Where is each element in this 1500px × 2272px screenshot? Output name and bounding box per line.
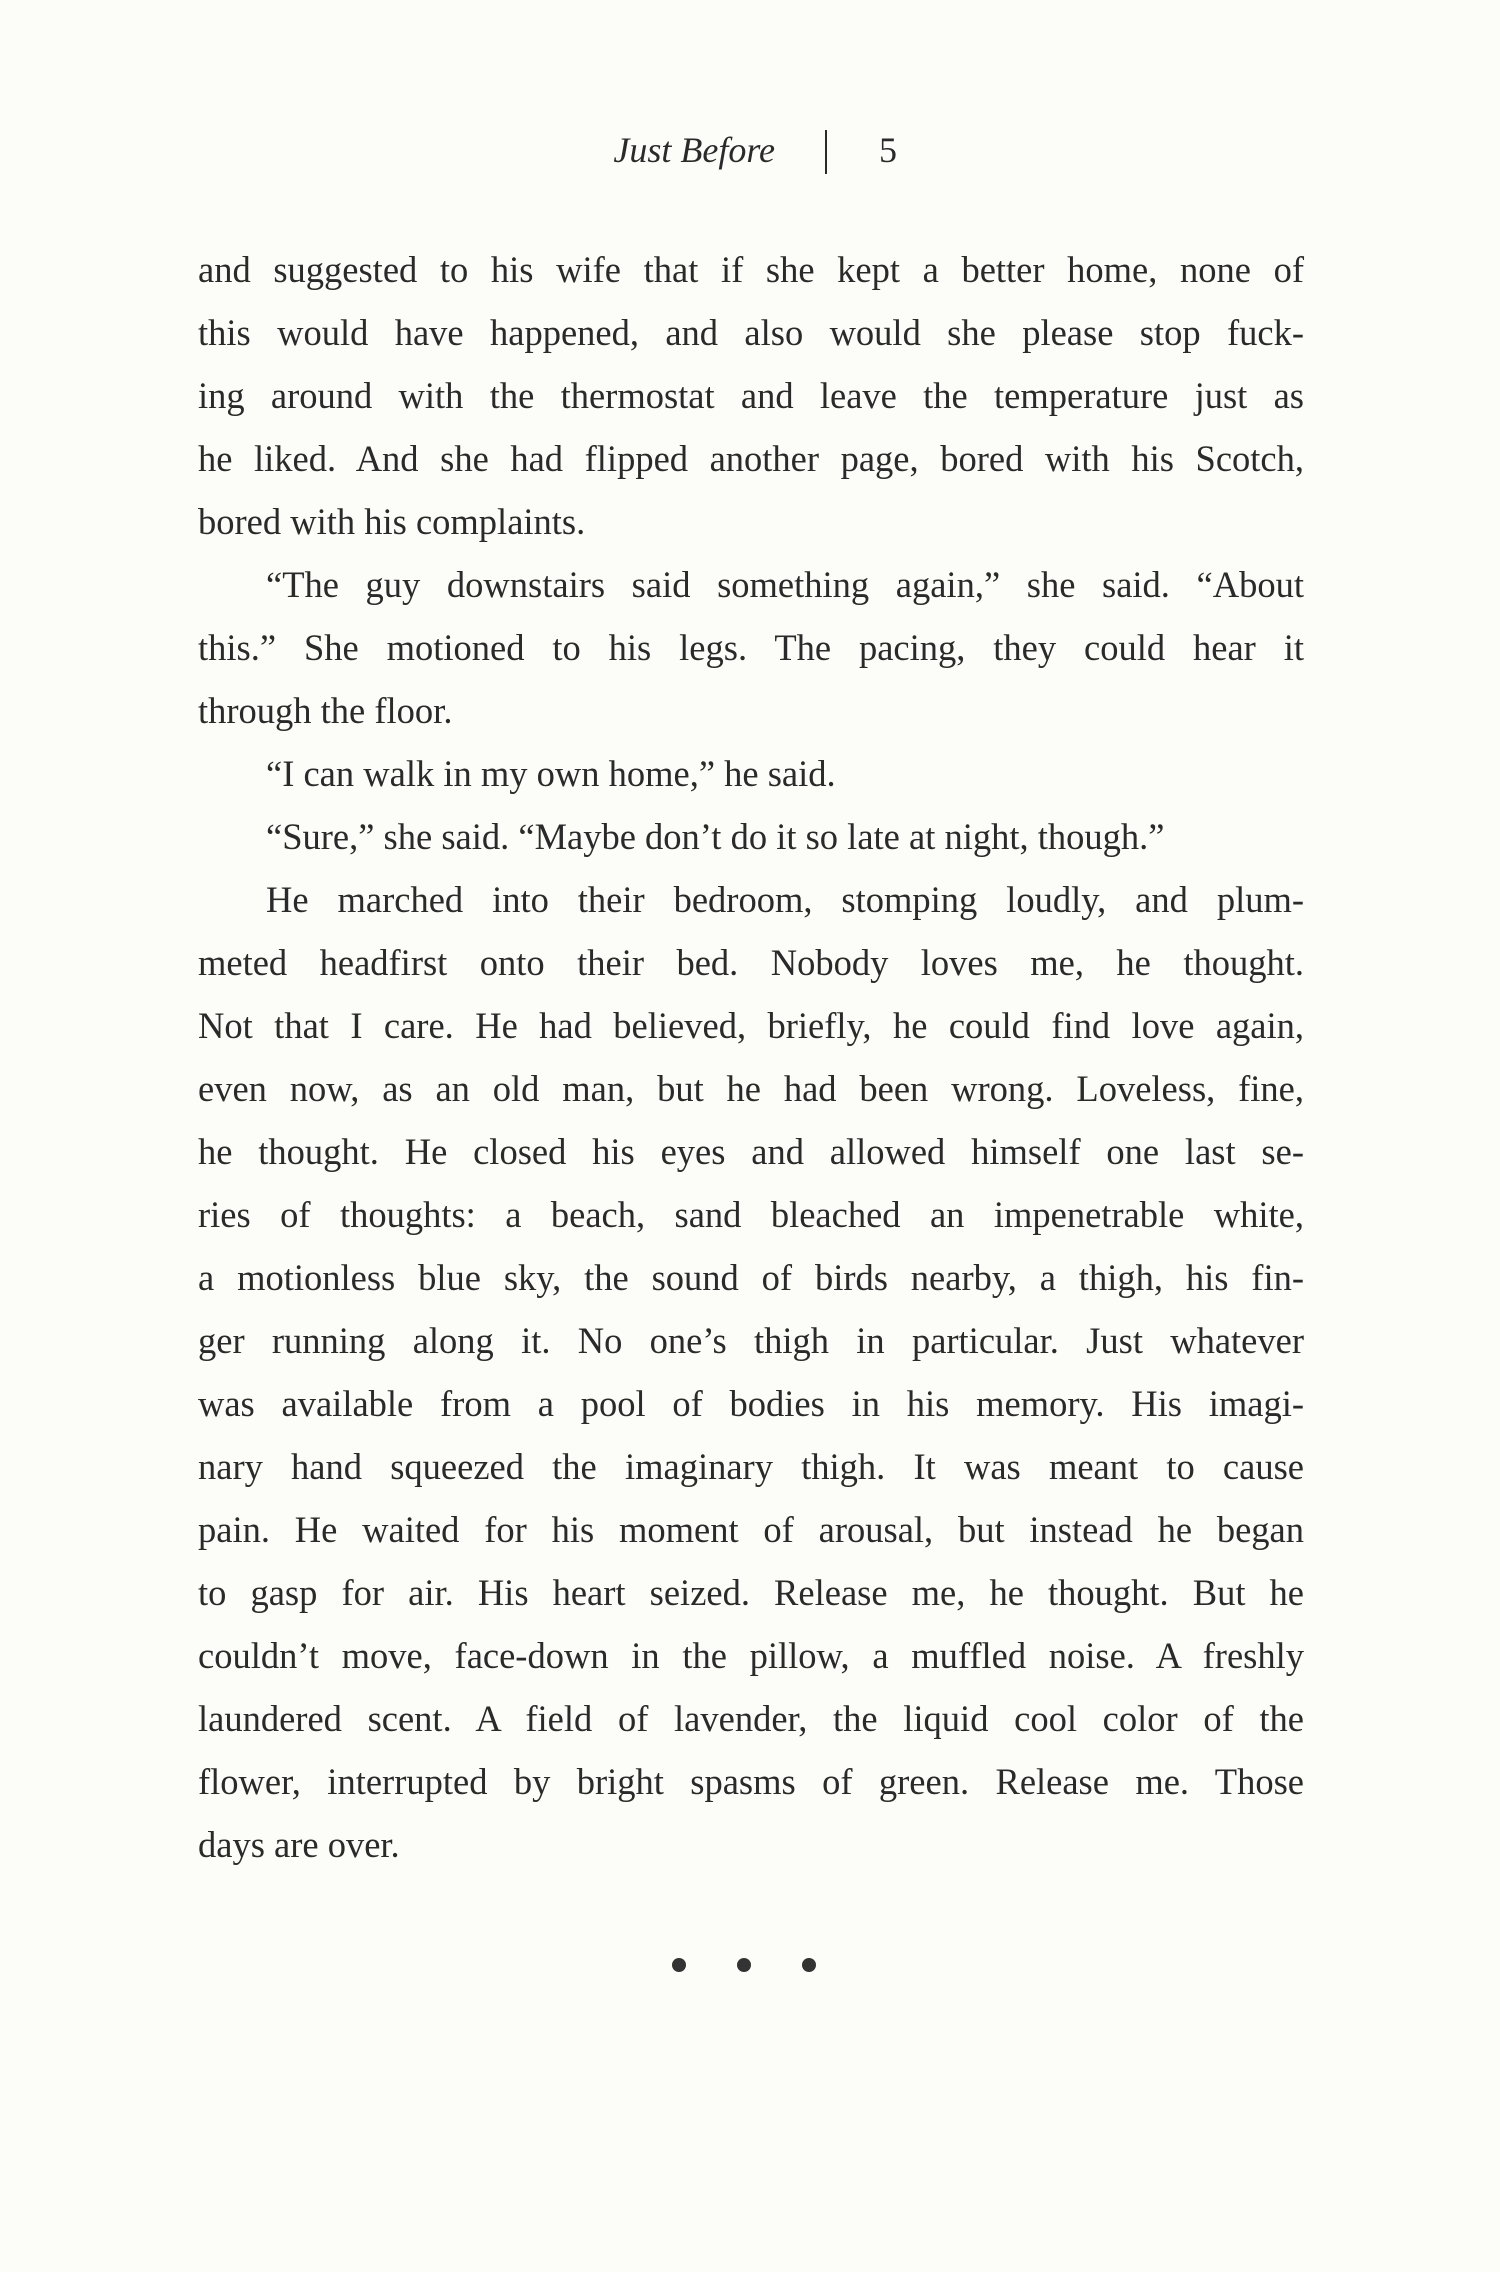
text-line: flower, interrupted by bright spasms of green. Release me. Those	[198, 1761, 1304, 1802]
text-line: “The guy downstairs said something again,” she said. “About	[266, 564, 1304, 605]
page-number: 5	[879, 130, 897, 170]
text-line: and suggested to his wife that if she kept a better home, none of	[198, 249, 1304, 290]
section-break-dot	[672, 1958, 686, 1972]
running-head	[0, 122, 1500, 178]
text-line: he liked. And she had flipped another page, bored with his Scotch,	[198, 438, 1304, 479]
text-line: even now, as an old man, but he had been wrong. Loveless, fine,	[198, 1068, 1304, 1109]
text-line: this.” She motioned to his legs. The pacing, they could hear it	[198, 627, 1304, 668]
section-break-dot	[737, 1958, 751, 1972]
text-line: He marched into their bedroom, stomping loudly, and plum-	[266, 879, 1304, 920]
text-line: “I can walk in my own home,” he said.	[266, 753, 836, 794]
text-line: laundered scent. A field of lavender, the liquid cool color of the	[198, 1698, 1304, 1739]
text-line: meted headfirst onto their bed. Nobody loves me, he thought.	[198, 942, 1304, 983]
running-title: Just Before	[613, 130, 775, 170]
text-line: was available from a pool of bodies in his memory. His imagi-	[198, 1383, 1304, 1424]
body-text	[198, 238, 1304, 1876]
text-line: Not that I care. He had believed, briefly, he could find love again,	[198, 1005, 1304, 1046]
text-line: a motionless blue sky, the sound of birds nearby, a thigh, his fin-	[198, 1257, 1304, 1298]
text-line: through the floor.	[198, 690, 453, 731]
text-line: ries of thoughts: a beach, sand bleached an impenetrable white,	[198, 1194, 1304, 1235]
text-line: he thought. He closed his eyes and allowed himself one last se-	[198, 1131, 1304, 1172]
section-break-dot	[802, 1958, 816, 1972]
text-line: pain. He waited for his moment of arousal, but instead he began	[198, 1509, 1304, 1550]
header-divider	[825, 130, 827, 174]
text-line: “Sure,” she said. “Maybe don’t do it so late at night, though.”	[266, 816, 1165, 857]
text-line: ger running along it. No one’s thigh in particular. Just whatever	[198, 1320, 1304, 1361]
text-line: this would have happened, and also would she please stop fuck-	[198, 312, 1304, 353]
section-break	[0, 1946, 1500, 1986]
text-line: nary hand squeezed the imaginary thigh. It was meant to cause	[198, 1446, 1304, 1487]
text-line: days are over.	[198, 1824, 400, 1865]
text-line: ing around with the thermostat and leave the temperature just as	[198, 375, 1304, 416]
text-line: couldn’t move, face-down in the pillow, a muffled noise. A freshly	[198, 1635, 1304, 1676]
text-line: to gasp for air. His heart seized. Release me, he thought. But he	[198, 1572, 1304, 1613]
text-line: bored with his complaints.	[198, 501, 586, 542]
